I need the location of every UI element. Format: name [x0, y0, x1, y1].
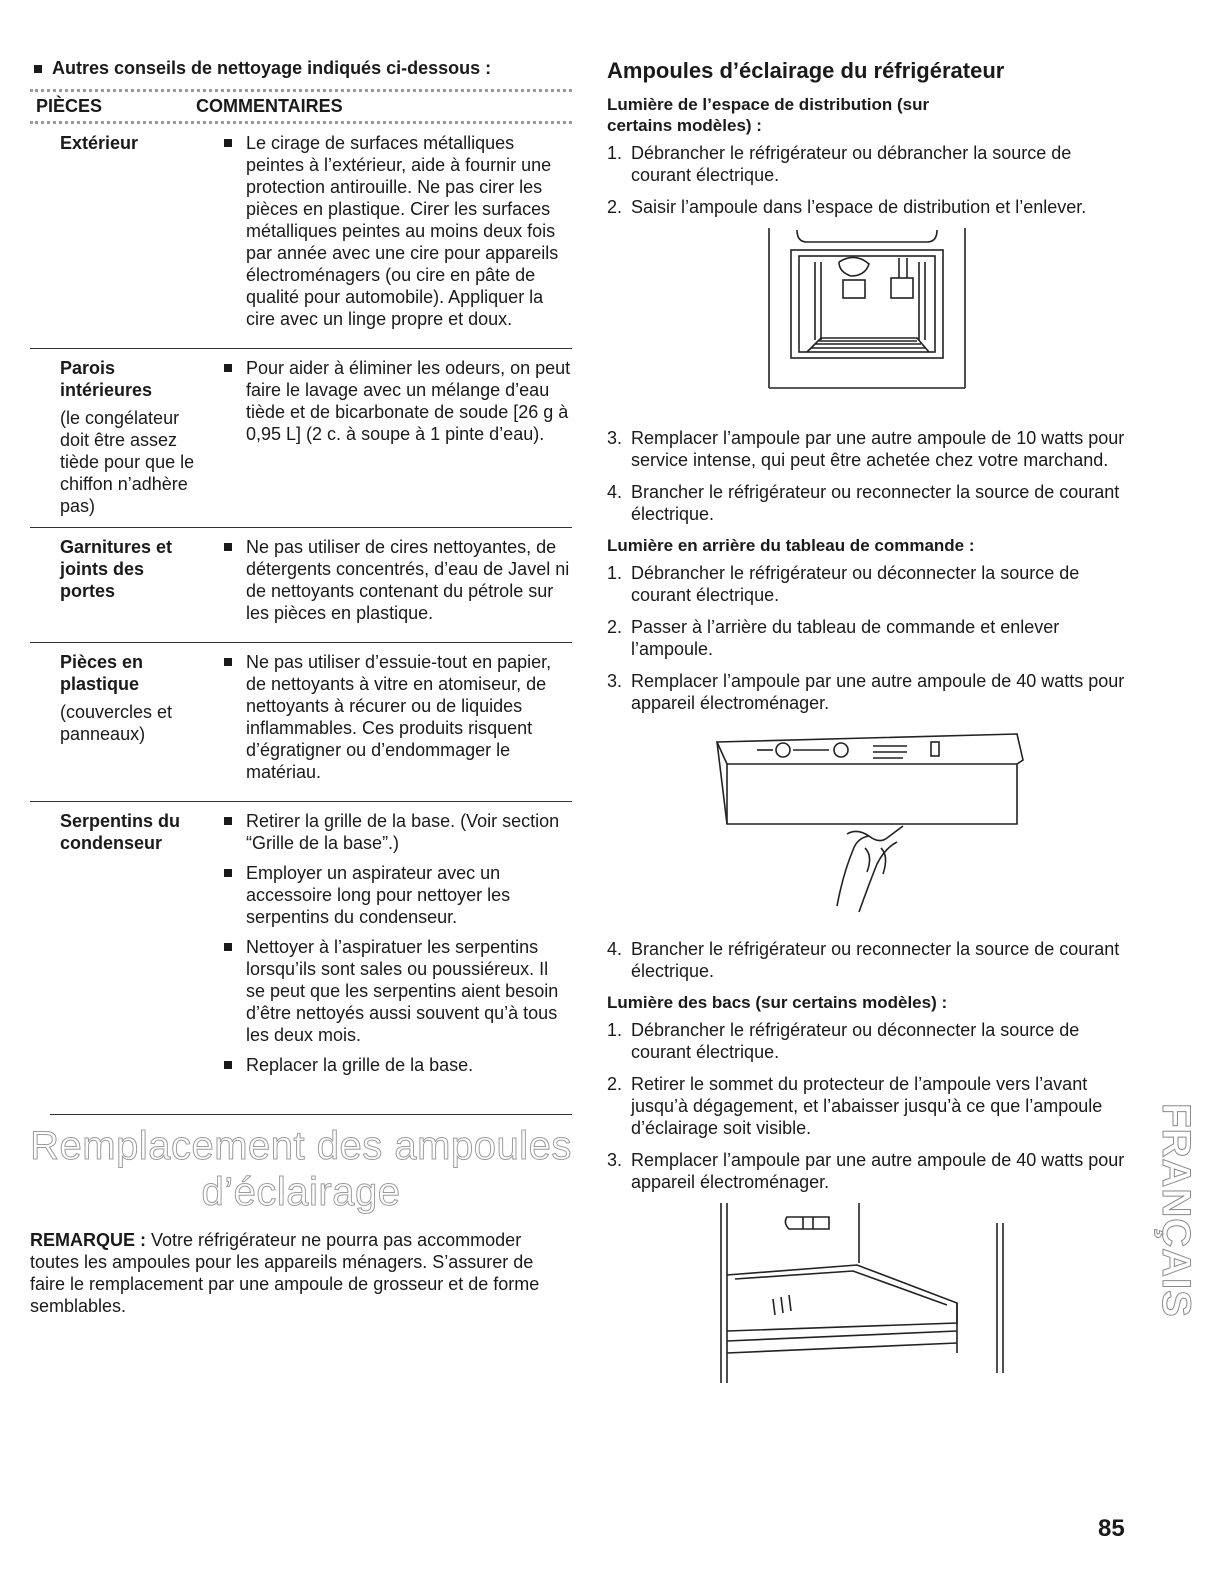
comment-bullet: [224, 132, 572, 330]
step-text: Remplacer l’ampoule par une autre ampoule de 40 watts pour appareil électroménager.: [631, 671, 1125, 713]
step-text: Saisir l’ampoule dans l’espace de distribution et l’enlever.: [631, 197, 1087, 217]
step-item: [607, 427, 1127, 471]
step-item: [607, 562, 1127, 606]
step-item: [607, 142, 1127, 186]
steps-list: [607, 1019, 1127, 1193]
step-text: Brancher le réfrigérateur ou reconnecter la source de courant électrique.: [631, 482, 1120, 524]
right-column: [607, 58, 1127, 1407]
section-divider: [50, 1114, 572, 1115]
step-number: 3.: [607, 1150, 623, 1170]
step-number: 2.: [607, 617, 623, 637]
part-note: (le congélateur doit être assez tiède pour que le chiffon n’adhère pas): [60, 408, 195, 516]
step-text: Débrancher le réfrigérateur ou déconnecter la source de courant électrique.: [631, 563, 1080, 605]
step-number: 1.: [607, 563, 623, 583]
bullet-icon: [224, 364, 232, 372]
side-tab-label: FRANÇAIS: [1153, 1102, 1198, 1318]
bullet-icon: [224, 943, 232, 951]
table-row: [30, 801, 572, 1094]
part-name: Parois intérieures: [60, 358, 153, 400]
header-part: PIÈCES: [36, 96, 103, 116]
step-number: 1.: [607, 143, 623, 163]
bullet-icon: [224, 817, 232, 825]
comment-text: Employer un aspirateur avec un accessoire long pour nettoyer les serpentins du condenseur.: [246, 863, 511, 927]
table-row: [30, 527, 572, 642]
page-number: 85: [1098, 1515, 1125, 1542]
step-number: 3.: [607, 671, 623, 691]
part-name: Serpentins du condenseur: [60, 811, 181, 853]
comment-bullet: [224, 1054, 572, 1076]
bullet-icon: [224, 869, 232, 877]
control-panel-light-illustration: [607, 724, 1127, 924]
subsection-title: Lumière de l’espace de distribution (sur certains modèles) :: [607, 95, 930, 135]
comment-text: Retirer la grille de la base. (Voir section “Grille de la base”.): [246, 811, 560, 853]
comment-bullet: [224, 357, 572, 445]
comment-cell: [200, 810, 572, 1084]
section-title-line: Remplacement des ampoules: [30, 1124, 572, 1168]
table-row: [30, 348, 572, 527]
steps-list: [607, 938, 1127, 982]
left-column: [30, 58, 572, 1317]
part-name: Extérieur: [60, 133, 139, 153]
step-text: Passer à l’arrière du tableau de commande et enlever l’ampoule.: [631, 617, 1060, 659]
subsection-title: Lumière en arrière du tableau de commande :: [607, 536, 975, 555]
step-number: 1.: [607, 1020, 623, 1040]
part-cell: [60, 536, 200, 632]
step-text: Remplacer l’ampoule par une autre ampoule de 40 watts pour appareil électroménager.: [631, 1150, 1125, 1192]
comment-cell: [200, 132, 572, 338]
section-title-line: d’éclairage: [201, 1170, 401, 1214]
table-row: [30, 124, 572, 348]
table-header: [30, 92, 572, 121]
part-cell: [60, 810, 200, 1084]
steps-list: [607, 427, 1127, 525]
comment-cell: [200, 357, 572, 517]
step-text: Débrancher le réfrigérateur ou débrancher la source de courant électrique.: [631, 143, 1072, 185]
comment-text: Pour aider à éliminer les odeurs, on peut faire le lavage avec un mélange d’eau tiède et de bicarbonate de soude [26 g à 0,95 L] (2 c. à soupe à 1 pinte d’eau).: [246, 358, 571, 444]
part-cell: [60, 357, 200, 517]
step-text: Débrancher le réfrigérateur ou déconnecter la source de courant électrique.: [631, 1020, 1080, 1062]
step-number: 3.: [607, 428, 623, 448]
step-item: [607, 938, 1127, 982]
section-title: [30, 1123, 572, 1215]
bullet-icon: [224, 139, 232, 147]
right-heading: Ampoules d’éclairage du réfrigérateur: [607, 58, 1005, 83]
step-item: [607, 1019, 1127, 1063]
comment-cell: [200, 651, 572, 791]
bullet-icon: [224, 658, 232, 666]
subsection-title: Lumière des bacs (sur certains modèles) :: [607, 993, 948, 1012]
comment-text: Ne pas utiliser de cires nettoyantes, de détergents concentrés, d’eau de Javel ni de nettoyants contenant du pétrole sur les pièces en plastique.: [246, 537, 570, 623]
steps-list: [607, 142, 1127, 218]
cleaning-table: [30, 124, 572, 1094]
part-cell: [60, 132, 200, 338]
step-number: 2.: [607, 197, 623, 217]
part-cell: [60, 651, 200, 791]
remark-label: REMARQUE :: [30, 1230, 146, 1250]
step-text: Brancher le réfrigérateur ou reconnecter la source de courant électrique.: [631, 939, 1120, 981]
comment-bullet: [224, 536, 572, 624]
remark-paragraph: [30, 1229, 572, 1317]
step-item: [607, 1149, 1127, 1193]
step-number: 4.: [607, 939, 623, 959]
dispenser-light-illustration: [607, 228, 1127, 413]
part-name: Pièces en plastique: [60, 652, 144, 694]
comment-bullet: [224, 651, 572, 783]
step-item: [607, 196, 1127, 218]
part-name: Garnitures et joints des portes: [60, 537, 173, 601]
comment-text: Ne pas utiliser d’essuie-tout en papier, de nettoyants à vitre en atomiseur, de nettoyants à récurer ou de liquides inflammables. Ces produits risquent d’égratigner ou d’endommager le matériau.: [246, 652, 552, 782]
bullet-icon: [34, 65, 42, 73]
crisper-light-illustration: [607, 1203, 1127, 1393]
bullet-icon: [224, 543, 232, 551]
bullet-icon: [224, 1061, 232, 1069]
header-comment: COMMENTAIRES: [196, 96, 343, 116]
language-side-tab: [1153, 1090, 1198, 1330]
comment-cell: [200, 536, 572, 632]
intro-bullet: [34, 58, 572, 79]
step-text: Retirer le sommet du protecteur de l’ampoule vers l’avant jusqu’à dégagement, et l’abaisser jusqu’à ce que l’ampoule d’éclairage soit visible.: [631, 1074, 1103, 1138]
comment-bullet: [224, 862, 572, 928]
comment-text: Le cirage de surfaces métalliques peintes à l’extérieur, aide à fournir une protection antirouille. Ne pas cirer les pièces en plastique. Cirer les surfaces métalliques peintes au moins deux fois par année avec une cire pour appareils électroménagers (ou cire en pâte de qualité pour automobile). Appliquer la cire avec un linge propre et doux.: [246, 133, 559, 329]
table-row: [30, 642, 572, 801]
step-number: 2.: [607, 1074, 623, 1094]
part-note: (couvercles et panneaux): [60, 702, 173, 744]
step-item: [607, 616, 1127, 660]
step-item: [607, 670, 1127, 714]
comment-bullet: [224, 810, 572, 854]
comment-text: Nettoyer à l’aspiratuer les serpentins lorsqu’ils sont sales ou poussiéreux. Il se peut que les serpentins aient besoin d’être nettoyés aussi souvent qu’à tous les deux mois.: [246, 937, 559, 1045]
intro-text: Autres conseils de nettoyage indiqués ci-dessous :: [52, 58, 492, 78]
step-item: [607, 481, 1127, 525]
step-number: 4.: [607, 482, 623, 502]
comment-bullet: [224, 936, 572, 1046]
remark-text: Votre réfrigérateur ne pourra pas accommoder toutes les ampoules pour les appareils ménagers. S’assurer de faire le remplacement par une ampoule de grosseur et de forme semblables.: [30, 1230, 540, 1316]
steps-list: [607, 562, 1127, 714]
comment-text: Replacer la grille de la base.: [246, 1055, 474, 1075]
step-text: Remplacer l’ampoule par une autre ampoule de 10 watts pour service intense, qui peut être achetée chez votre marchand.: [631, 428, 1125, 470]
step-item: [607, 1073, 1127, 1139]
